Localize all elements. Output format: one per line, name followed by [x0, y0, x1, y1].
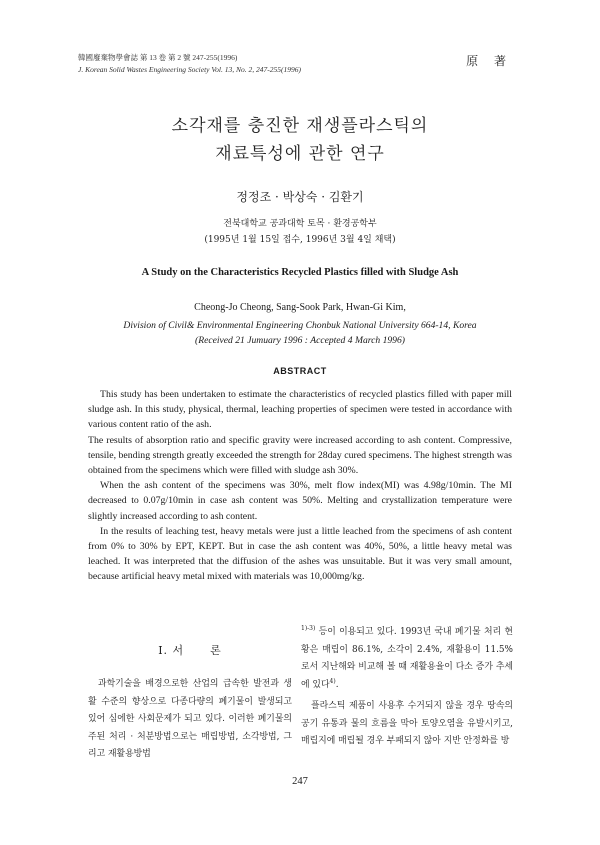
- right-paragraph-1: [301, 624, 513, 694]
- right-paragraph-text: 등이 이용되고 있다. 1993년 국내 폐기물 처리 현황은 매립이 86.1%, 소각이 2.4%, 재활용이 11.5%로서 지난해와 비교해 볼 때 재활용율이 다소 증가 추세에 있다: [301, 627, 513, 690]
- title-line-1: 소각재를 충진한 재생플라스틱의: [171, 116, 429, 136]
- right-paragraph-2: 플라스틱 제품이 사용후 수거되지 않을 경우 땅속의 공기 유통과 물의 흐름을 막아 토양오염을 유발시키고, 매립지에 매립될 경우 부패되지 않아 지반 안정화를 방: [301, 701, 513, 746]
- right-paragraph-end: .: [335, 679, 339, 690]
- received-dates: (Received 21 Jumuary 1996 : Accepted 4 March 1996): [195, 335, 405, 346]
- reference-superscript: 1)-3): [301, 625, 316, 633]
- affiliation-dates: (1995년 1월 15일 접수, 1996년 3월 4일 채택): [204, 235, 396, 245]
- authors-korean: 정정조 · 박상숙 · 김환기: [236, 190, 364, 204]
- section-number: I. 서: [158, 644, 185, 657]
- abstract-paragraph: The results of absorption ratio and specific gravity were increased according to ash content. Compressive, tensile, bending strength greatly exceeded the strength for 28day cured specimens. The highest strength was obtained from the specimens which were filled with sludge ash 30%.: [88, 434, 512, 477]
- journal-english-line: J. Korean Solid Wastes Engineering Society Vol. 13, No. 2, 247-255(1996): [78, 65, 301, 74]
- page-number: 247: [292, 776, 308, 787]
- section-title-tail: 론: [210, 644, 222, 657]
- journal-korean-line: 韓國廢棄物學會誌 第 13 卷 第 2 號 247-255(1996): [78, 53, 238, 62]
- reference-superscript: 4): [329, 677, 336, 685]
- left-paragraph: 과학기술을 배경으로한 산업의 급속한 발전과 생활 수준의 향상으로 다종다량의 폐기물이 발생되고 있어 심에한 사회문제가 되고 있다. 이러한 폐기물의 주된 처리 · 처분방법으로는 매립방법, 소각방법, 그리고 재활용방법: [88, 679, 292, 759]
- abstract-paragraph: This study has been undertaken to estimate the characteristics of recycled plastics filled with paper mill sludge ash. In this study, physical, thermal, leaching properties of specimen were tested in accordance with various content ratio of the ash.: [88, 389, 512, 431]
- affiliation-dept: 전북대학교 공과대학 토목 · 환경공학부: [223, 219, 377, 229]
- abstract-heading: ABSTRACT: [273, 366, 327, 376]
- affiliation-korean: [0, 216, 600, 248]
- paper-title-korean: [0, 112, 600, 168]
- abstract-paragraph: When the ash content of the specimens was 30%, melt flow index(MI) was 4.98g/10min. The MI decreased to 0.07g/10min in case ash content was 50%. Melting and crystallization temperature were slightly increased according to ash content.: [88, 480, 512, 522]
- authors-english: Cheong-Jo Cheong, Sang-Sook Park, Hwan-Gi Kim,: [194, 302, 406, 313]
- journal-header: [78, 52, 301, 76]
- left-column: [88, 676, 292, 764]
- affiliation-english: [0, 318, 600, 348]
- article-type: 原 著: [466, 54, 512, 68]
- right-column: [301, 624, 513, 751]
- section-heading-introduction: [88, 642, 292, 658]
- abstract-body: [88, 387, 512, 585]
- paper-title-english: A Study on the Characteristics Recycled Plastics filled with Sludge Ash: [141, 267, 459, 278]
- affiliation-division: Division of Civil& Environmental Engineering Chonbuk National University 664-14, Korea: [123, 320, 477, 331]
- title-line-2: 재료특성에 관한 연구: [215, 144, 385, 164]
- abstract-paragraph: In the results of leaching test, heavy metals were just a little leached from the specimens of ash content from 0% to 30% by EPT, KEPT. But in case the ash content was 40%, 50%, a little heavy metal was leached. It was interpreted that the diffusion of the ashes was unsuitable. But it was very small amount, because artificial heavy metal mixed with materials was 10,000mg/kg.: [88, 525, 512, 583]
